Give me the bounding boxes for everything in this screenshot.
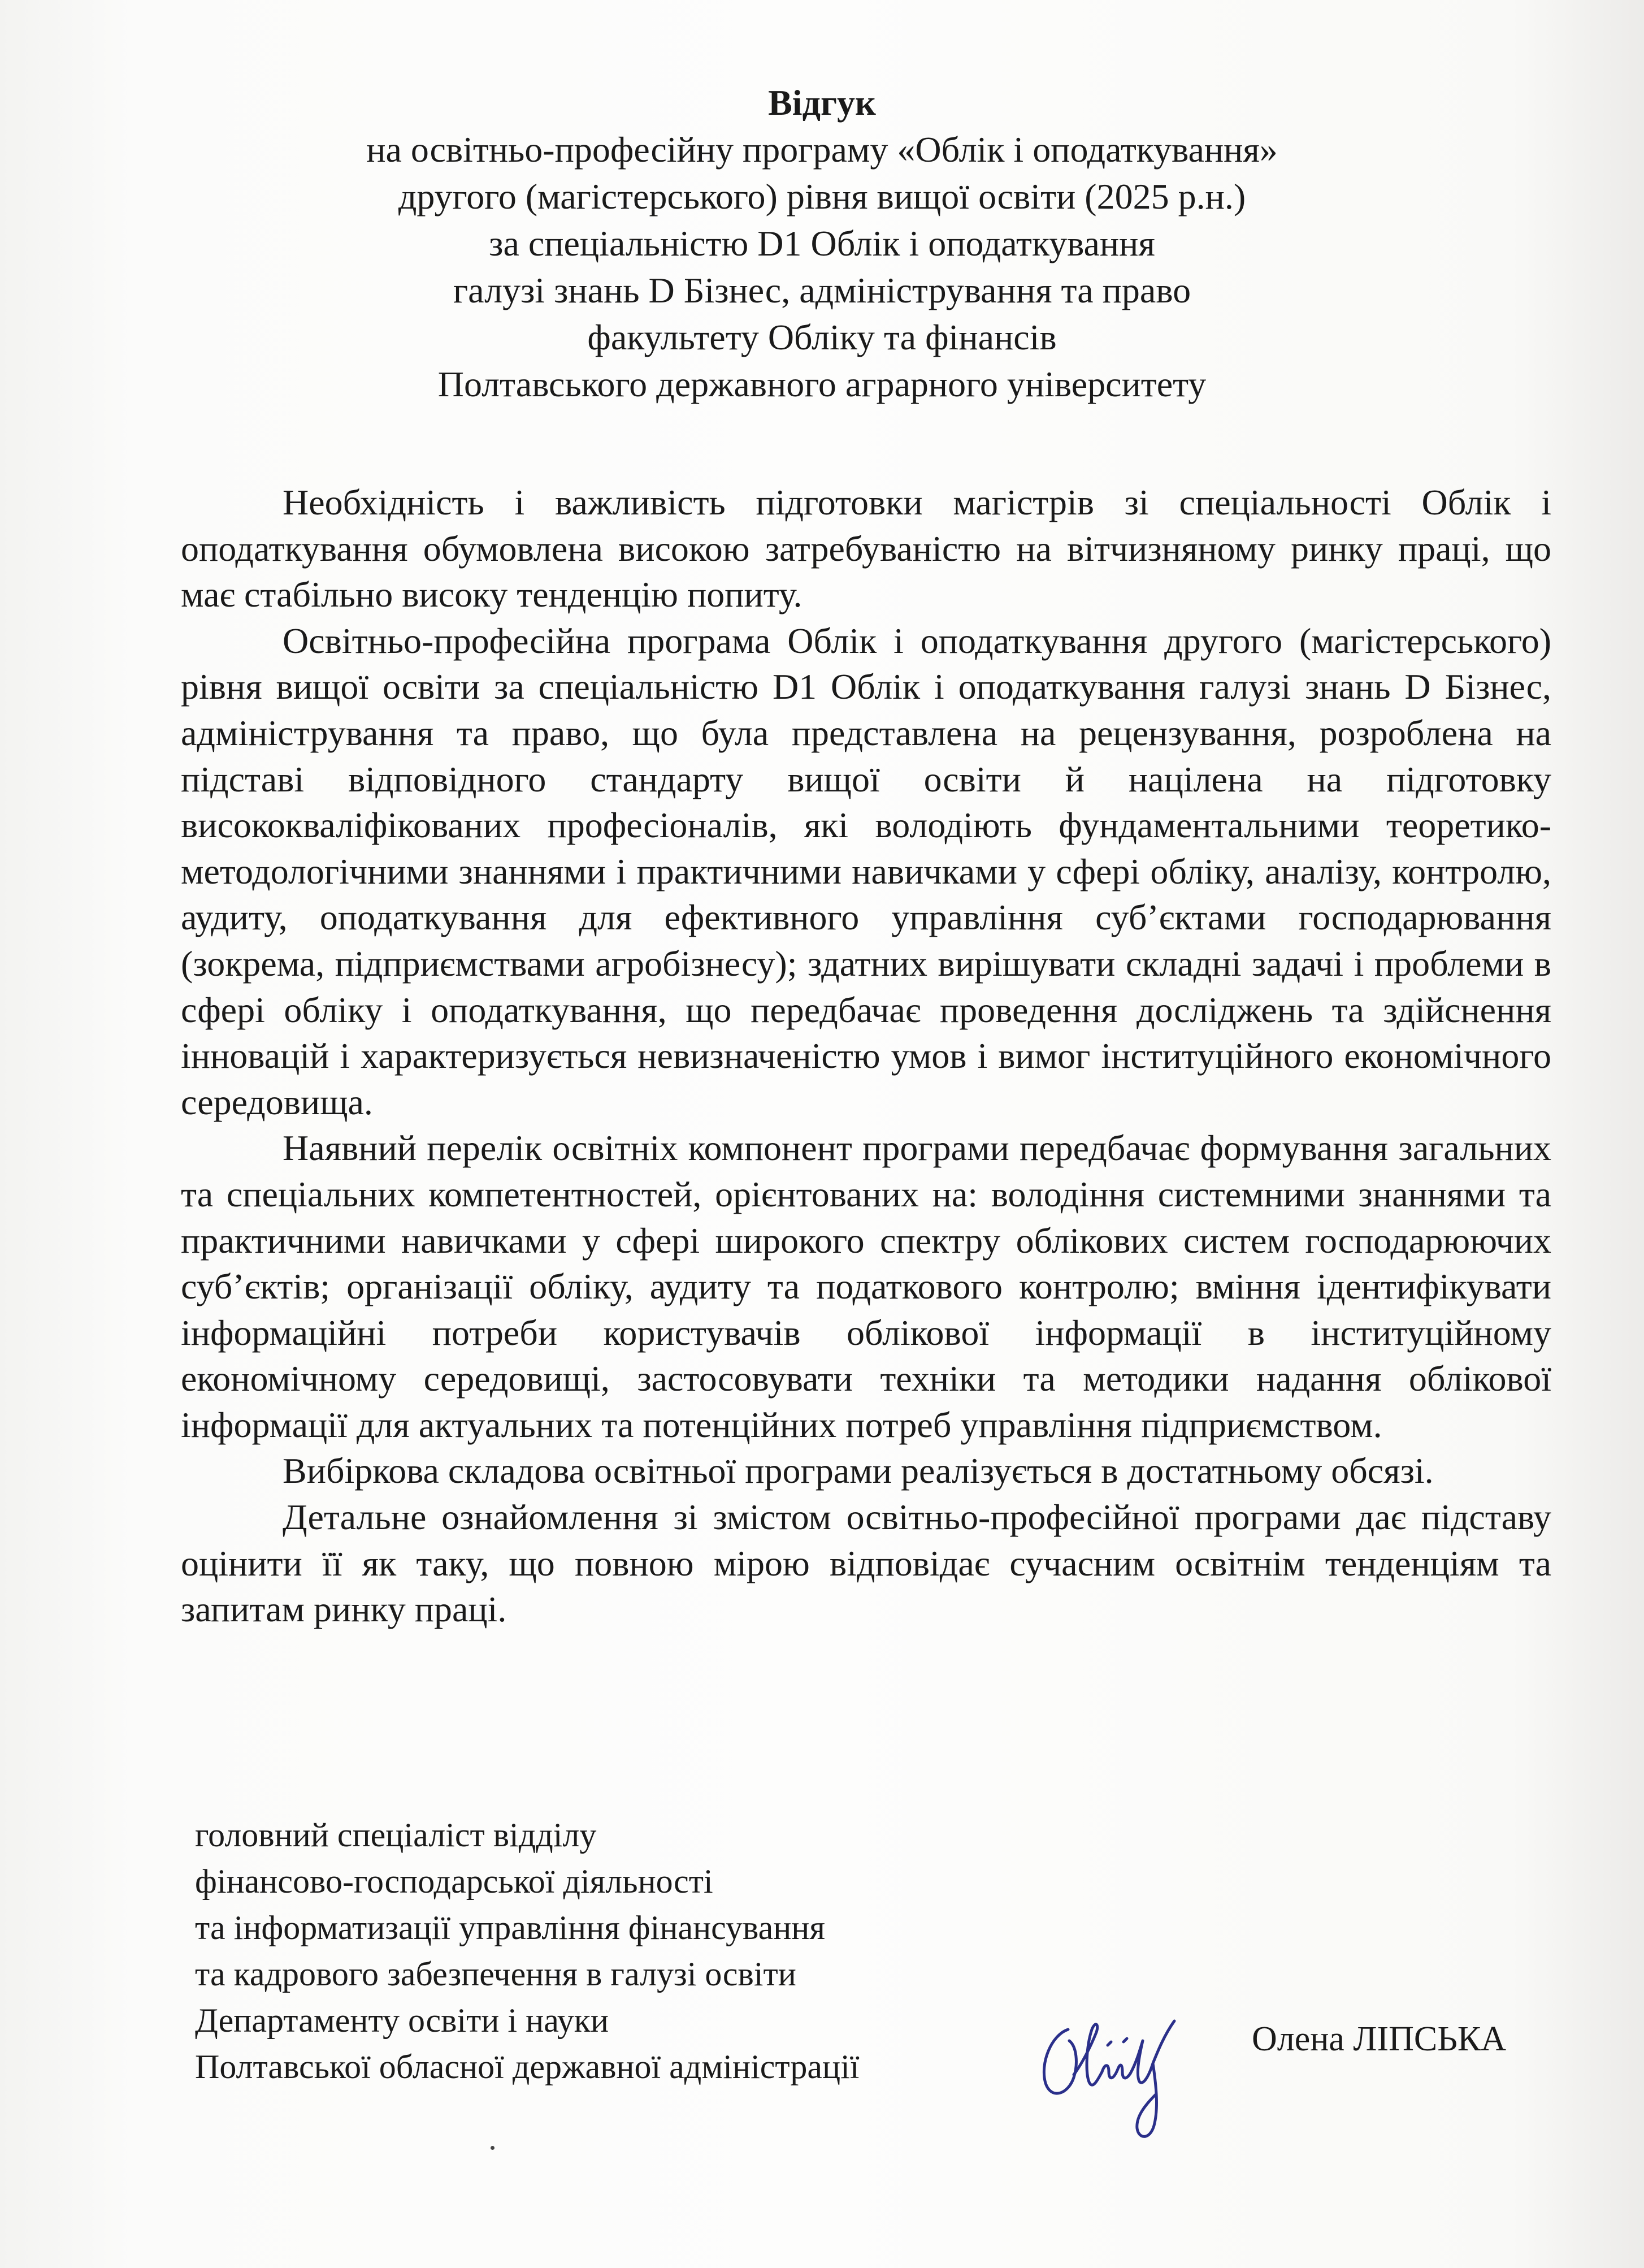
document-body	[181, 479, 1551, 1633]
header-line-level: другого (магістерського) рівня вищої освіти (2025 р.н.)	[398, 176, 1246, 217]
header-line-program: на освітньо-професійну програму «Облік і оподаткування»	[366, 129, 1278, 170]
document-header	[0, 79, 1644, 408]
position-line: Полтавської обласної державної адміністрації	[195, 2048, 860, 2085]
position-line: та інформатизації управління фінансування	[195, 1909, 826, 1946]
paragraph-competencies: Наявний перелік освітніх компонент програми передбачає формування загальних та спеціальних компетентностей, орієнтованих на: володіння системними знаннями та практичними навичками у сфері широкого спектру облікових систем господарюючих суб’єктів; організації обліку, аудиту та податкового контролю; вміння ідентифікувати інформаційні потреби користувачів облікової інформації в інституційному економічному середовищі, застосовувати техніки та методики надання облікової інформації для актуальних та потенційних потреб управління підприємством.	[181, 1128, 1551, 1445]
paragraph-importance: Необхідність і важливість підготовки магістрів зі спеціальності Облік і оподаткування обумовлена високою затребуваністю на вітчизняному ринку праці, що має стабільно високу тенденцію попиту.	[181, 482, 1551, 615]
header-line-field: галузі знань D Бізнес, адміністрування та право	[453, 270, 1191, 310]
handwritten-signature	[1029, 1979, 1215, 2148]
position-line: та кадрового забезпечення в галузі освіти	[195, 1955, 796, 1993]
header-line-specialty: за спеціальністю D1 Облік і оподаткування	[489, 223, 1155, 263]
paper-speck	[491, 2146, 494, 2150]
position-line: фінансово-господарської діяльності	[195, 1863, 713, 1900]
position-line: головний спеціаліст відділу	[195, 1816, 597, 1854]
paragraph-program-description: Освітньо-професійна програма Облік і оподаткування другого (магістерського) рівня вищої освіти за спеціальністю D1 Облік і оподаткування галузі знань D Бізнес, адміністрування та право, що була представлена на рецензування, розроблена на підставі відповідного стандарту вищої освіти й націлена на підготовку висококваліфікованих професіоналів, які володіють фундаментальними теоретико-методологічними знаннями і практичними навичками у сфері обліку, аналізу, контролю, аудиту, оподаткування для ефективного управління суб’єктами господарювання (зокрема, підприємствами агробізнесу); здатних вирішувати складні задачі і проблеми в сфері обліку і оподаткування, що передбачає проведення досліджень та здійснення інновацій і характеризується невизначеністю умов і вимог інституційного економічного середовища.	[181, 620, 1551, 1122]
paragraph-conclusion: Детальне ознайомлення зі змістом освітньо-професійної програми дає підставу оцінити її як таку, що повною мірою відповідає сучасним освітнім тенденціям та запитам ринку праці.	[181, 1497, 1551, 1630]
header-line-university: Полтавського державного аграрного університету	[437, 364, 1207, 404]
signer-name: Олена ЛІПСЬКА	[1252, 2020, 1506, 2058]
paragraph-elective-component: Вибіркова складова освітньої програми реалізується в достатньому обсязі.	[283, 1451, 1434, 1491]
header-line-faculty: факультету Обліку та фінансів	[587, 317, 1057, 357]
signatory-position	[195, 1812, 859, 2090]
position-line: Департаменту освіти і науки	[195, 2002, 609, 2039]
document-title: Відгук	[768, 83, 876, 123]
